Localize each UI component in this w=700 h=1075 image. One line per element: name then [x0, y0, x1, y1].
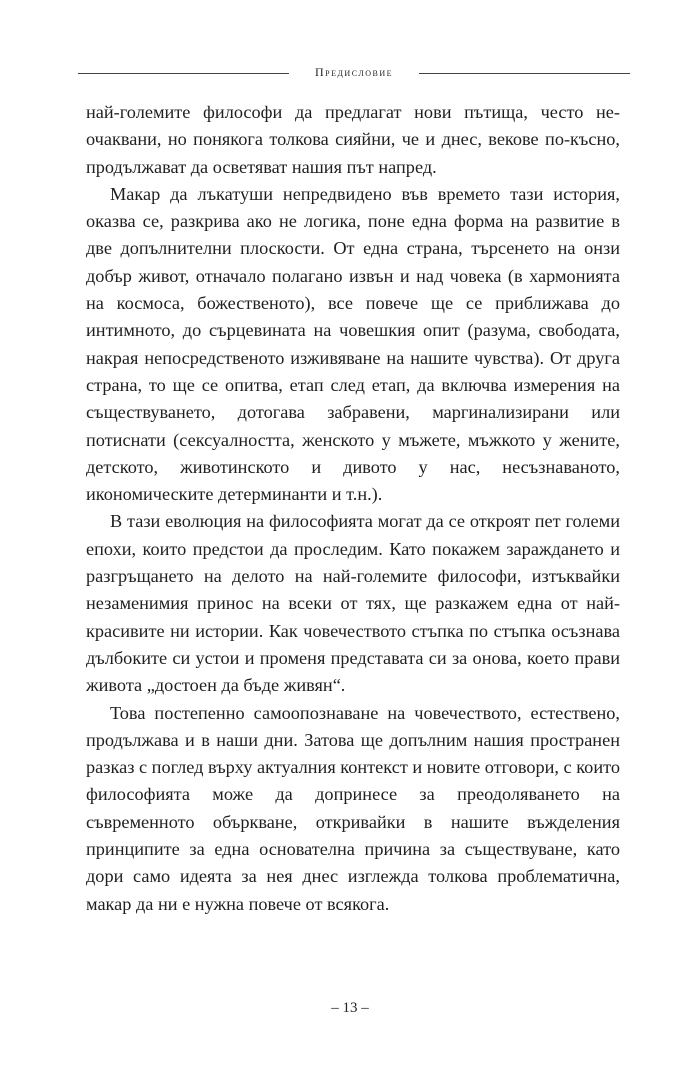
- paragraph-4: Това постепенно самоопознаване на човечеството, естествено, продължава и в наши дни. Затова ще допълним нашия пространен разказ с поглед върху актуалния контекст и новите отговори, с които философията може да допринесе за преодоляването на съвременното объркване, откривайки в нашите въжделения принципите за една основателна причина за съществуване, като дори само идеята за нея днес изглежда толкова проблематична, макар да ни е нужна повече от всякога.: [86, 702, 620, 914]
- paragraph-2: Макар да лъкатуши непредвидено във времето тази история, оказва се, разкрива ако не логика, поне една форма на развитие в две допълнителни плоскости. От една страна, търсенето на онзи добър живот, отначало полагано извън и над човека (в хармонията на космоса, божественото), все повече ще се приближава до интимното, до сърцевината на човешкия опит (разума, свободата, накрая непосредственото изживяване на нашите чувства). От друга страна, то ще се опитва, етап след етап, да включва измерения на съществуването, дотогава забравени, маргинализирани или потиснати (сексуалността, женското у мъжете, мъжкото у жените, детското, животинското и дивото у нас, несъзнаваното, икономическите детерминанти и т.н.).: [86, 183, 620, 505]
- running-header: [78, 64, 630, 80]
- paragraph-1: най-големите философи да предлагат нови пътища, често неочаквани, но понякога толкова сияйни, че и днес, векове по-късно, продължават да осветяват нашия път напред.: [86, 102, 620, 177]
- paragraph-3: В тази еволюция на философията могат да се откроят пет големи епохи, които предстои да проследим. Като покажем зараждането и разгръщането на делото на най-големите философи, изтъквайки незаменимия принос на всеки от тях, ще разкажем една от най-красивите ни истории. Как човечеството стъпка по стъпка осъзнава дълбоките си устои и променя представата си за онова, което прави живота „достоен да бъде живян“.: [86, 511, 620, 696]
- header-rule-right: [419, 73, 630, 74]
- page-number: – 13 –: [331, 1000, 369, 1016]
- header-title: Предисловие: [314, 65, 394, 79]
- body-text: [86, 99, 620, 918]
